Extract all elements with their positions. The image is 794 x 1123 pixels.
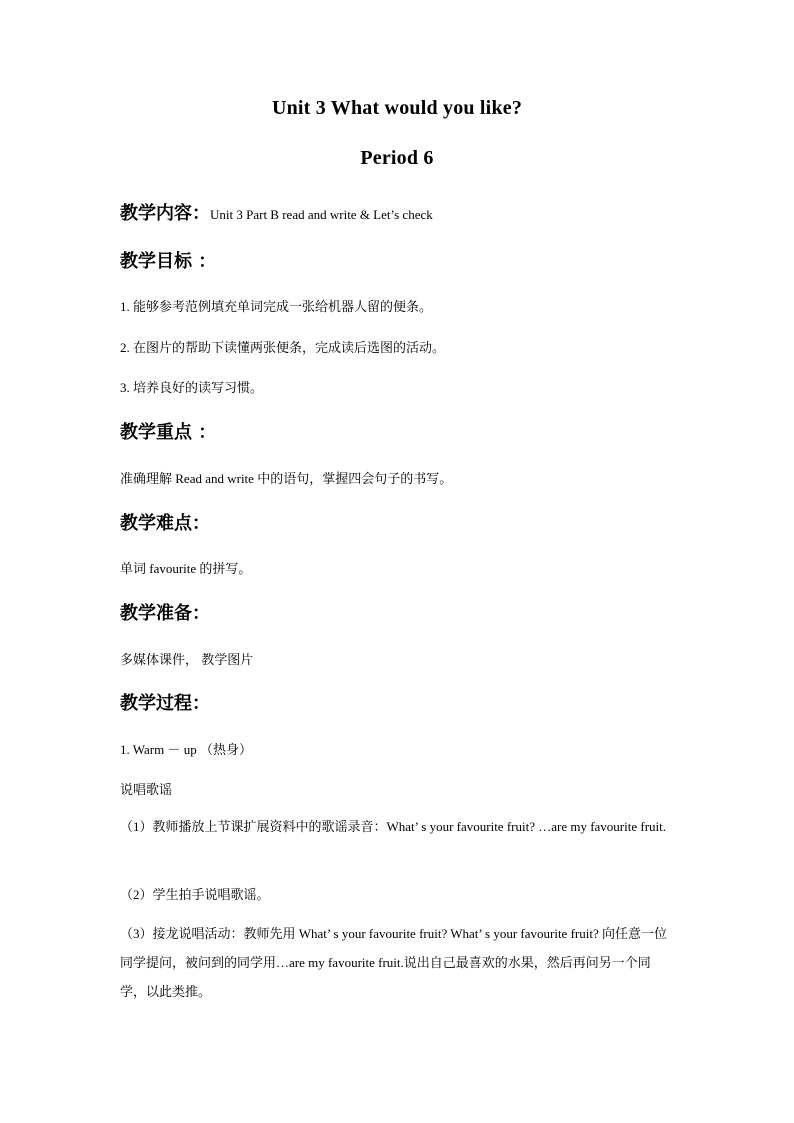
difficulty-text: 单词 favourite 的拼写。 xyxy=(120,561,252,576)
content-value: Unit 3 Part B read and write & Let’s check xyxy=(210,207,433,222)
process-item-3: （3）接龙说唱活动：教师先用 What’ s your favourite fruit? What’ s your favourite fruit? 向任意一位同学提问，被问到的同学用…are my favourite fruit.说出自己最喜欢的水果，然后再问另一个同学，以此类推。 xyxy=(120,926,667,999)
content-heading xyxy=(120,199,433,225)
process-step-1: 1. Warm － up （热身） xyxy=(120,742,252,757)
key-text: 准确理解 Read and write 中的语句，掌握四会句子的书写。 xyxy=(120,471,453,486)
key-heading: 教学重点 ： xyxy=(120,422,217,443)
goal-item-3: 3. 培养良好的读写习惯。 xyxy=(120,380,264,395)
process-heading: 教学过程： xyxy=(120,693,210,714)
process-item-2: （2）学生拍手说唱歌谣。 xyxy=(120,887,270,902)
content-label: 教学内容： xyxy=(120,203,210,224)
document-title: Unit 3 What would you like? xyxy=(271,97,523,119)
process-step-1-sub: 说唱歌谣 xyxy=(120,782,173,797)
goals-heading: 教学目标 ： xyxy=(120,251,217,272)
document-subtitle: Period 6 xyxy=(360,147,434,169)
goal-item-2: 2. 在图片的帮助下读懂两张便条，完成读后选图的活动。 xyxy=(120,340,446,355)
goal-item-1: 1. 能够参考范例填充单词完成一张给机器人留的便条。 xyxy=(120,299,433,314)
difficulty-heading: 教学难点： xyxy=(120,513,210,534)
process-item-1: （1）教师播放上节课扩展资料中的歌谣录音：What’ s your favourite fruit? …are my favourite fruit. xyxy=(120,819,667,834)
prep-heading: 教学准备： xyxy=(120,603,210,624)
prep-text: 多媒体课件， 教学图片 xyxy=(120,652,254,667)
